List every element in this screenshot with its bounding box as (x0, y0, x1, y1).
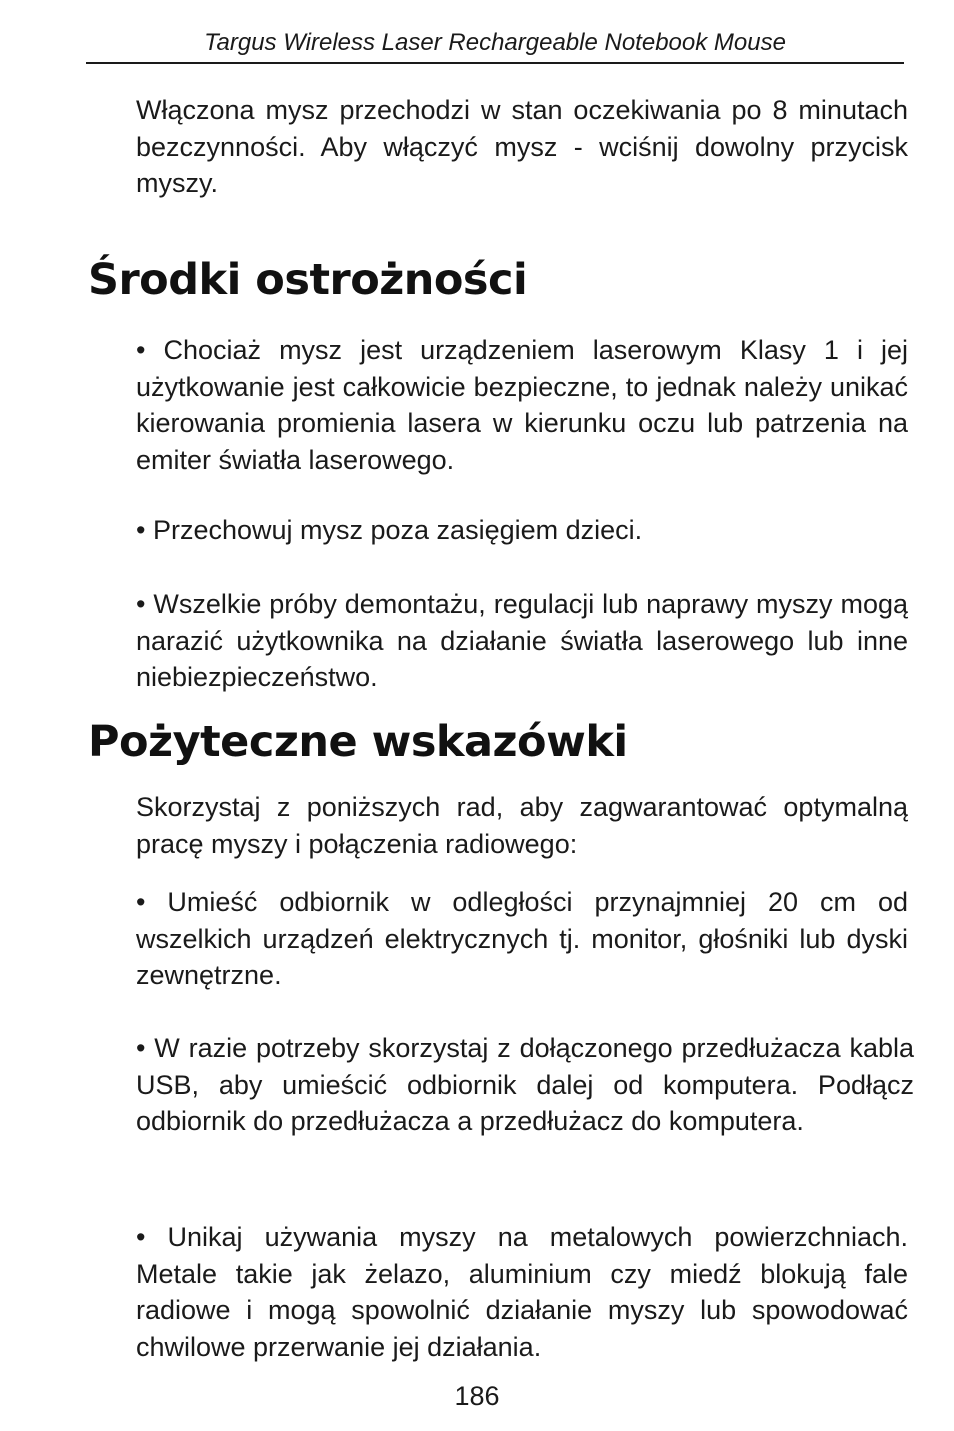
section-heading-precautions: Środki ostrożności (88, 255, 528, 305)
page-number: 186 (454, 1381, 500, 1411)
tip-item-1: • Umieść odbiornik w odległości przynajmniej 20 cm od wszelkich urządzeń elektrycznych tj. monitor, głośniki lub dyski zewnętrzne. (136, 887, 908, 990)
intro-paragraph: Włączona mysz przechodzi w stan oczekiwania po 8 minutach bezczynności. Aby włączyć mysz - wciśnij dowolny przycisk myszy. (136, 95, 908, 198)
header-divider (86, 62, 904, 64)
tips-intro-paragraph: Skorzystaj z poniższych rad, aby zagwarantować optymalną pracę myszy i połączenia radiowego: (136, 792, 908, 859)
running-header: Targus Wireless Laser Rechargeable Notebook Mouse (204, 29, 786, 56)
tip-item-3: • Unikaj używania myszy na metalowych powierzchniach. Metale takie jak żelazo, aluminium czy miedź blokują fale radiowe i mogą spowolnić działanie myszy lub spowodować chwilowe przerwanie jej działania. (136, 1222, 908, 1362)
section-heading-tips: Pożyteczne wskazówki (88, 717, 628, 767)
tip-item-2: • W razie potrzeby skorzystaj z dołączonego przedłużacza kabla USB, aby umieścić odbiornik dalej od komputera. Podłącz odbiornik do przedłużacza a przedłużacz do komputera. (136, 1033, 914, 1136)
precaution-item-3: • Wszelkie próby demontażu, regulacji lub naprawy myszy mogą narazić użytkownika na działanie światła laserowego lub inne niebiezpieczeństwo. (136, 589, 908, 692)
precaution-item-1: • Chociaż mysz jest urządzeniem laserowym Klasy 1 i jej użytkowanie jest całkowicie bezpieczne, to jednak należy unikać kierowania promienia lasera w kierunku oczu lub patrzenia na emiter światła laserowego. (136, 335, 908, 475)
precaution-item-2: • Przechowuj mysz poza zasięgiem dzieci. (136, 515, 643, 545)
